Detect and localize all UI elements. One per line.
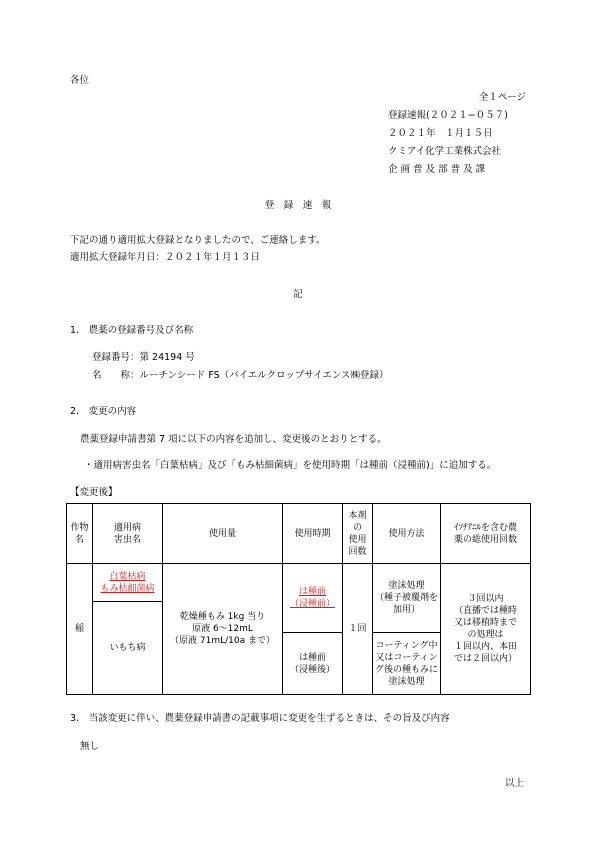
- cell-method-2: コーティング中 又はコーティン グ後の種もみに 塗沫処理: [373, 633, 441, 695]
- closing-mark: 以上: [504, 778, 524, 789]
- intro-line-1: 下記の通り適用拡大登録となりましたので、ご連絡します。: [70, 235, 326, 246]
- cell-pest-existing: いもち病: [93, 602, 163, 695]
- section-2-line-2: ・適用病害虫名「白葉枯病」及び「もみ枯細菌病」を使用時期「は種前（浸種前)」に追加する。: [84, 460, 497, 471]
- section-3-body: 無し: [80, 741, 100, 752]
- cell-count: １回: [343, 564, 373, 695]
- cell-dosage: 乾燥種もみ 1kg 当り 原液 6〜12mL （原液 71mL/10a まで）: [163, 564, 283, 695]
- application-table: [66, 503, 531, 695]
- header-total: ｲｿﾁｱﾆﾙを含む農 薬の総使用回数: [441, 504, 531, 564]
- report-number: 登録速報(２０２１−０５７): [388, 110, 508, 121]
- registration-number: 登録番号：第 24194 号: [92, 352, 195, 363]
- cell-timing-new: は種前 （浸種前）: [283, 564, 343, 633]
- header-dosage: 使用量: [163, 504, 283, 564]
- cell-method-1: 塗沫処理 （種子被覆剤を 加用）: [373, 564, 441, 633]
- department-name: 企 画 普 及 部 普 及 課: [388, 164, 486, 175]
- cell-crop: 稲: [67, 564, 93, 695]
- header-timing: 使用時期: [283, 504, 343, 564]
- table-label: 【変更後】: [70, 487, 118, 498]
- section-2-line-1: 農薬登録申請書第 7 項に以下の内容を追加し、変更後のとおりとする。: [80, 434, 387, 445]
- addressee: 各位: [70, 75, 90, 86]
- section-2-heading: 2. 変更の内容: [70, 406, 137, 417]
- section-1-heading: 1. 農薬の登録番号及び名称: [70, 325, 194, 336]
- intro-line-2: 適用拡大登録年月日：２０２１年１月１３日: [70, 252, 261, 263]
- table-row: [67, 564, 531, 602]
- cell-pest-new: 白葉枯病 もみ枯細菌病: [93, 564, 163, 602]
- document-title: 登 録 速 報: [264, 200, 332, 211]
- cell-total: ３回以内 （直播では種時 又は移植時まで の処理は １回以内、本田 では２回以内）: [441, 564, 531, 695]
- ki-marker: 記: [293, 289, 303, 300]
- table-header-row: [67, 504, 531, 564]
- header-pest: 適用病 害虫名: [93, 504, 163, 564]
- product-name-row: [92, 370, 389, 382]
- header-count: 本剤 の 使用 回数: [343, 504, 373, 564]
- page-info: 全１ページ: [478, 92, 526, 103]
- product-name-value: ：ルーチンシード FS（バイエルクロップサイエンス㈱登録）: [130, 370, 389, 381]
- header-crop: 作物 名: [67, 504, 93, 564]
- issue-date: ２０２１年 １月１５日: [388, 128, 493, 139]
- product-name-label: 名 称: [92, 370, 131, 381]
- section-3-heading: 3. 当該変更に伴い、農薬登録申請書の記載事項に変更を生ずるときは、その旨及び内容: [70, 713, 450, 724]
- cell-timing-existing: は種前 （浸種後）: [283, 633, 343, 695]
- company-name: クミアイ化学工業株式会社: [388, 146, 502, 157]
- header-method: 使用方法: [373, 504, 441, 564]
